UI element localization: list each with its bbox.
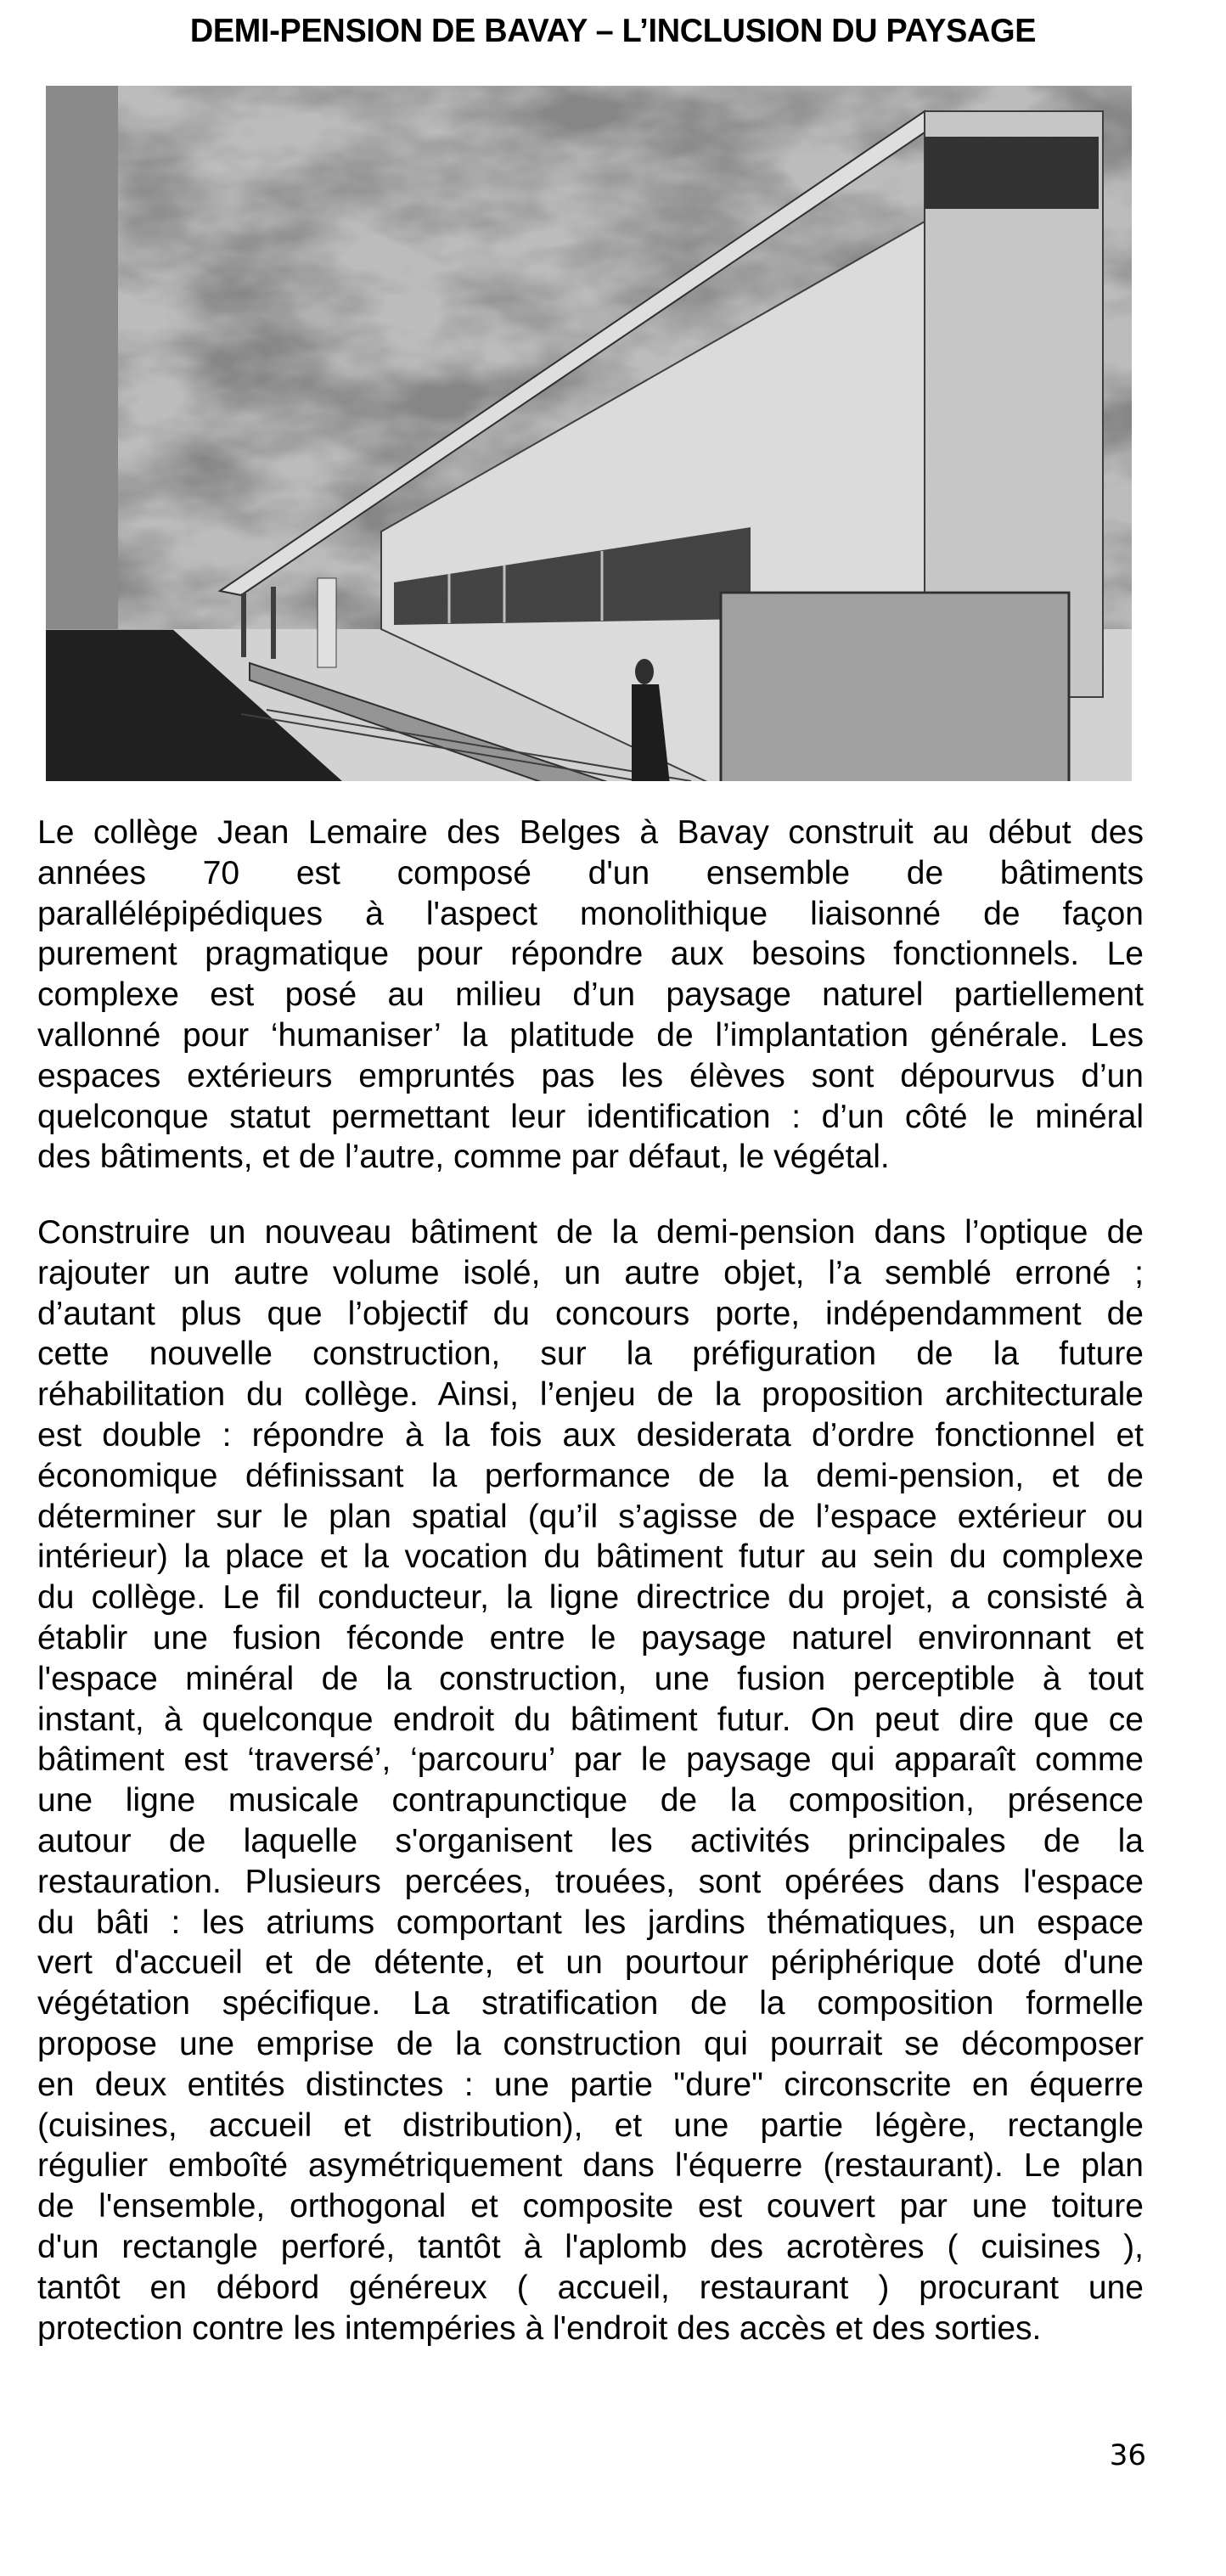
text-line: complexe est posé au milieu d’un paysage naturel partiellement — [37, 976, 1144, 1014]
text-line: en deux entités distinctes : une partie "dure" circonscrite en équerre — [37, 2066, 1144, 2103]
text-line: une ligne musicale contrapunctique de la composition, présence — [37, 1782, 1144, 1820]
text-line: quelconque statut permettant leur identification : d’un côté le minéral — [37, 1098, 1144, 1135]
building-perspective-drawing — [46, 86, 1132, 781]
text-line: vallonné pour ‘humaniser’ la platitude de l’implantation générale. Les — [37, 1016, 1144, 1054]
text-line: d’autant plus que l’objectif du concours porte, indépendamment de — [37, 1295, 1144, 1332]
text-line: rajouter un autre volume isolé, un autre objet, l’a semblé erroné ; — [37, 1254, 1144, 1291]
text-line: autour de laquelle s'organisent les activités principales de la — [37, 1822, 1144, 1859]
text-line: réhabilitation du collège. Ainsi, l’enjeu de la proposition architecturale — [37, 1376, 1144, 1414]
text-line: de l'ensemble, orthogonal et composite est couvert par une toiture — [37, 2188, 1144, 2225]
text-line: régulier emboîté asymétriquement dans l'équerre (restaurant). Le plan — [37, 2147, 1144, 2185]
text-line: propose une emprise de la construction qui pourrait se décomposer — [37, 2025, 1144, 2062]
text-line: années 70 est composé d'un ensemble de bâtiments — [37, 854, 1144, 891]
text-line: déterminer sur le plan spatial (qu’il s’agisse de l’espace extérieur ou — [37, 1498, 1144, 1535]
text-line: Construire un nouveau bâtiment de la demi-pension dans l’optique de — [37, 1214, 1144, 1251]
text-line: espaces extérieurs empruntés pas les élèves sont dépourvus d’un — [37, 1057, 1144, 1094]
text-line: établir une fusion féconde entre le paysage naturel environnant et — [37, 1619, 1144, 1656]
text-line: du collège. Le fil conducteur, la ligne directrice du projet, a consisté à — [37, 1579, 1144, 1617]
text-line: (cuisines, accueil et distribution), et une partie légère, rectangle — [37, 2106, 1144, 2144]
text-line: intérieur) la place et la vocation du bâtiment futur au sein du complexe — [37, 1538, 1144, 1576]
text-line: économique définissant la performance de la demi-pension, et de — [37, 1457, 1144, 1494]
page-title: DEMI-PENSION DE BAVAY – L’INCLUSION DU PAYSAGE — [189, 13, 1037, 49]
page-number: 36 — [1109, 2438, 1146, 2472]
text-line: est double : répondre à la fois aux desiderata d’ordre fonctionnel et — [37, 1416, 1144, 1454]
text-line: protection contre les intempéries à l'endroit des accès et des sorties. — [37, 2309, 1042, 2347]
text-line: vert d'accueil et de détente, et un pourtour périphérique doté d'une — [37, 1944, 1144, 1982]
paragraph-2 — [37, 1212, 1144, 2348]
architectural-rendering-image — [46, 86, 1132, 781]
paragraph-1 — [37, 813, 1144, 1178]
text-line: cette nouvelle construction, sur la préfiguration de la future — [37, 1336, 1144, 1373]
text-line: d'un rectangle perforé, tantôt à l'aplomb des acrotères ( cuisines ), — [37, 2228, 1144, 2265]
text-line: tantôt en débord généreux ( accueil, restaurant ) procurant une — [37, 2269, 1144, 2306]
text-line: Le collège Jean Lemaire des Belges à Bavay construit au début des — [37, 814, 1144, 851]
text-line: bâtiment est ‘traversé’, ‘parcouru’ par le paysage qui apparaît comme — [37, 1741, 1144, 1779]
text-line: instant, à quelconque endroit du bâtiment futur. On peut dire que ce — [37, 1701, 1144, 1738]
text-line: végétation spécifique. La stratification de la composition formelle — [37, 1985, 1144, 2022]
text-line: parallélépipédiques à l'aspect monolithique liaisonné de façon — [37, 895, 1144, 932]
text-line: l'espace minéral de la construction, une fusion perceptible à tout — [37, 1660, 1144, 1697]
text-line: du bâti : les atriums comportant les jardins thématiques, un espace — [37, 1904, 1144, 1941]
text-line: des bâtiments, et de l’autre, comme par défaut, le végétal. — [37, 1139, 890, 1176]
text-line: purement pragmatique pour répondre aux besoins fonctionnels. Le — [37, 936, 1144, 973]
text-line: restauration. Plusieurs percées, trouées, sont opérées dans l'espace — [37, 1863, 1144, 1900]
